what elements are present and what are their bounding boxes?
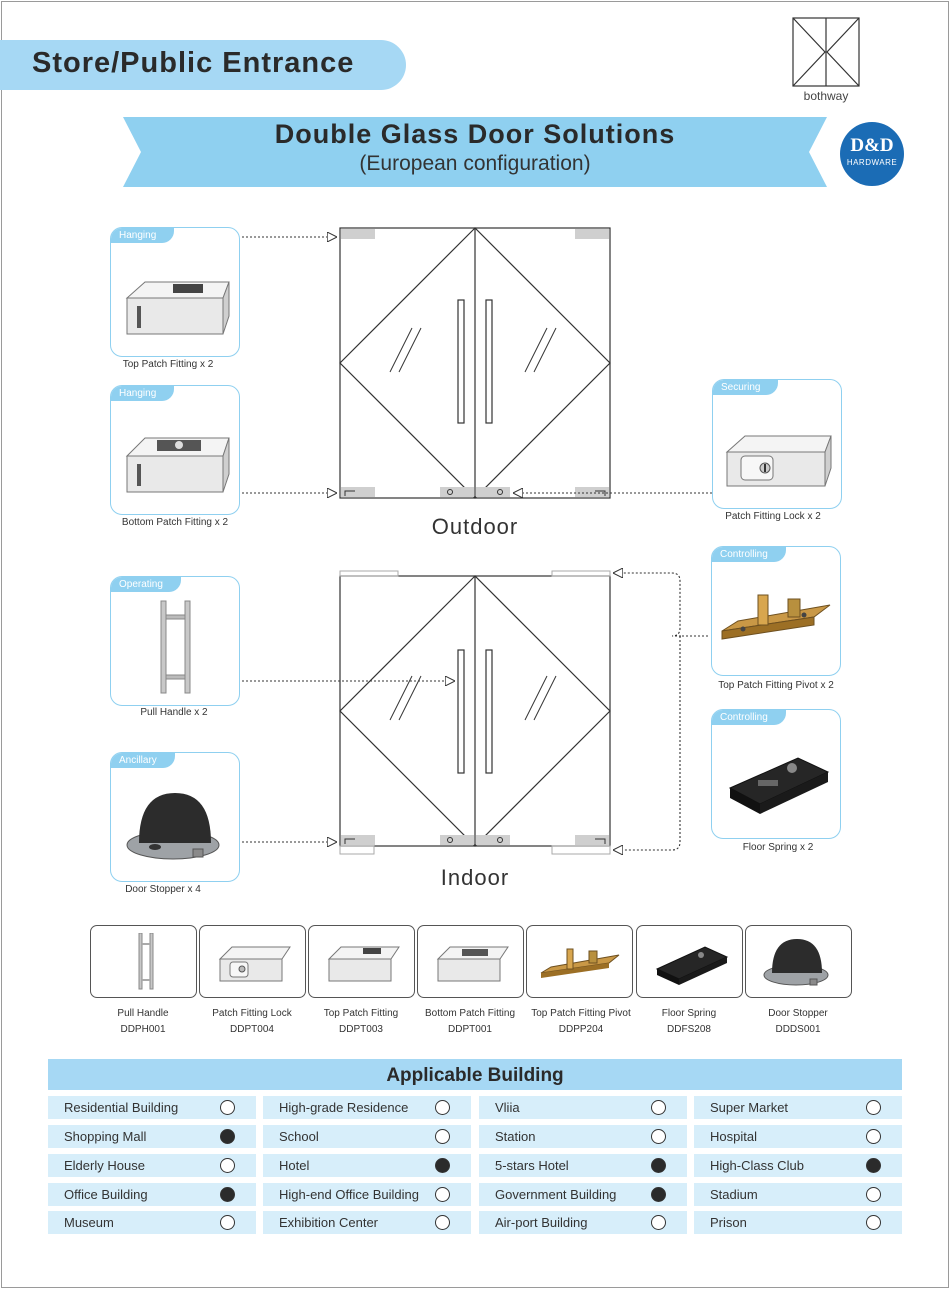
building-name: Shopping Mall bbox=[64, 1129, 147, 1144]
building-cell bbox=[263, 1183, 471, 1206]
callout-card-bottom-patch-fitting bbox=[110, 385, 240, 515]
product-name: Door Stopper bbox=[768, 1008, 828, 1019]
top-patch-fitting-icon bbox=[319, 933, 404, 991]
empty-circle-icon bbox=[866, 1187, 881, 1202]
building-name: Hospital bbox=[710, 1129, 757, 1144]
product-name: Floor Spring bbox=[661, 1008, 717, 1019]
product-name: Top Patch Fitting Pivot bbox=[531, 1008, 631, 1019]
product-name: Patch Fitting Lock bbox=[212, 1008, 292, 1019]
product-name: Bottom Patch Fitting bbox=[424, 1008, 516, 1019]
top-patch-fitting-pivot-icon bbox=[537, 933, 622, 991]
building-cell bbox=[479, 1125, 687, 1148]
building-cell bbox=[479, 1096, 687, 1119]
building-cell bbox=[694, 1154, 902, 1177]
outdoor-door bbox=[340, 228, 610, 498]
building-name: High-grade Residence bbox=[279, 1100, 409, 1115]
callout-card-pull-handle bbox=[110, 576, 240, 706]
sub-title: (European configuration) bbox=[359, 152, 591, 175]
indoor-label: Indoor bbox=[440, 865, 510, 890]
callout-card-patch-fitting-lock bbox=[712, 379, 842, 509]
filled-circle-icon bbox=[435, 1158, 450, 1173]
patch-fitting-lock-icon bbox=[719, 398, 835, 502]
building-name: Office Building bbox=[64, 1187, 148, 1202]
empty-circle-icon bbox=[651, 1215, 666, 1230]
callout-card-top-patch-fitting-pivot bbox=[711, 546, 841, 676]
product-code: DDPT003 bbox=[339, 1024, 383, 1035]
filled-circle-icon bbox=[866, 1158, 881, 1173]
building-cell bbox=[694, 1125, 902, 1148]
empty-circle-icon bbox=[220, 1100, 235, 1115]
door-stopper-icon bbox=[117, 771, 233, 875]
building-name: School bbox=[279, 1129, 319, 1144]
product-thumb-floor-spring bbox=[636, 925, 743, 998]
indoor-door bbox=[340, 576, 610, 846]
filled-circle-icon bbox=[651, 1187, 666, 1202]
empty-circle-icon bbox=[651, 1129, 666, 1144]
empty-circle-icon bbox=[435, 1129, 450, 1144]
building-name: Stadium bbox=[710, 1187, 758, 1202]
logo-subtext: HARDWARE bbox=[846, 158, 898, 167]
door-stopper-icon bbox=[756, 933, 841, 991]
callout-caption: Top Patch Fitting x 2 bbox=[122, 359, 214, 370]
callout-caption: Patch Fitting Lock x 2 bbox=[725, 511, 821, 522]
callout-tag: Securing bbox=[713, 380, 778, 395]
logo-text: D&D bbox=[850, 135, 894, 156]
empty-circle-icon bbox=[220, 1215, 235, 1230]
building-cell bbox=[48, 1183, 256, 1206]
applicable-building-title: Applicable Building bbox=[48, 1059, 902, 1090]
filled-circle-icon bbox=[220, 1187, 235, 1202]
callout-card-floor-spring bbox=[711, 709, 841, 839]
building-cell bbox=[48, 1125, 256, 1148]
building-name: Super Market bbox=[710, 1100, 789, 1115]
callout-tag: Hanging bbox=[111, 386, 174, 401]
empty-circle-icon bbox=[220, 1158, 235, 1173]
building-name: Vliia bbox=[495, 1100, 520, 1115]
callout-card-top-patch-fitting bbox=[110, 227, 240, 357]
pull-handle-icon bbox=[101, 933, 186, 991]
callout-caption: Top Patch Fitting Pivot x 2 bbox=[718, 680, 834, 691]
building-name: Elderly House bbox=[64, 1158, 145, 1173]
product-name: Top Patch Fitting bbox=[323, 1008, 399, 1019]
building-cell bbox=[694, 1211, 902, 1234]
callout-caption: Door Stopper x 4 bbox=[125, 884, 201, 895]
building-cell bbox=[479, 1183, 687, 1206]
top-patch-fitting-pivot-icon bbox=[718, 565, 834, 669]
product-code: DDPP204 bbox=[558, 1024, 604, 1035]
product-code: DDPT004 bbox=[230, 1024, 274, 1035]
top-patch-fitting-icon bbox=[117, 246, 233, 350]
product-thumb-bottom-patch-fitting bbox=[417, 925, 524, 998]
building-cell bbox=[263, 1154, 471, 1177]
callout-tag: Controlling bbox=[712, 710, 786, 725]
building-cell bbox=[694, 1183, 902, 1206]
section-title: Store/Public Entrance bbox=[32, 47, 355, 79]
product-code: DDDS001 bbox=[775, 1024, 821, 1035]
empty-circle-icon bbox=[866, 1100, 881, 1115]
main-title: Double Glass Door Solutions bbox=[274, 119, 676, 149]
callout-caption: Pull Handle x 2 bbox=[140, 707, 208, 718]
building-name: Hotel bbox=[279, 1158, 310, 1173]
callout-tag: Controlling bbox=[712, 547, 786, 562]
building-name: Government Building bbox=[495, 1187, 617, 1202]
product-name: Pull Handle bbox=[117, 1008, 169, 1019]
building-cell bbox=[263, 1096, 471, 1119]
building-cell bbox=[263, 1125, 471, 1148]
empty-circle-icon bbox=[866, 1129, 881, 1144]
callout-tag: Operating bbox=[111, 577, 181, 592]
product-code: DDFS208 bbox=[667, 1024, 711, 1035]
outdoor-label: Outdoor bbox=[431, 514, 519, 539]
product-thumb-patch-fitting-lock bbox=[199, 925, 306, 998]
building-name: Air-port Building bbox=[495, 1215, 588, 1230]
product-code: DDPT001 bbox=[448, 1024, 492, 1035]
product-thumb-door-stopper bbox=[745, 925, 852, 998]
filled-circle-icon bbox=[651, 1158, 666, 1173]
building-cell bbox=[479, 1211, 687, 1234]
patch-fitting-lock-icon bbox=[210, 933, 295, 991]
building-name: 5-stars Hotel bbox=[495, 1158, 569, 1173]
callout-caption: Floor Spring x 2 bbox=[742, 842, 814, 853]
connector-arrows bbox=[242, 237, 712, 850]
building-cell bbox=[48, 1211, 256, 1234]
building-name: High-Class Club bbox=[710, 1158, 804, 1173]
callout-tag: Hanging bbox=[111, 228, 174, 243]
empty-circle-icon bbox=[866, 1215, 881, 1230]
building-name: Exhibition Center bbox=[279, 1215, 378, 1230]
empty-circle-icon bbox=[651, 1100, 666, 1115]
building-name: High-end Office Building bbox=[279, 1187, 419, 1202]
building-cell bbox=[263, 1211, 471, 1234]
building-name: Prison bbox=[710, 1215, 747, 1230]
building-name: Station bbox=[495, 1129, 536, 1144]
callout-tag: Ancillary bbox=[111, 753, 175, 768]
product-thumb-top-patch-fitting bbox=[308, 925, 415, 998]
bottom-patch-fitting-icon bbox=[428, 933, 513, 991]
product-thumb-top-patch-fitting-pivot bbox=[526, 925, 633, 998]
building-name: Residential Building bbox=[64, 1100, 179, 1115]
building-cell bbox=[48, 1096, 256, 1119]
bottom-patch-fitting-icon bbox=[117, 404, 233, 508]
empty-circle-icon bbox=[435, 1100, 450, 1115]
building-cell bbox=[694, 1096, 902, 1119]
floor-spring-icon bbox=[718, 728, 834, 832]
callout-card-door-stopper bbox=[110, 752, 240, 882]
legend-label: bothway bbox=[803, 89, 849, 103]
empty-circle-icon bbox=[435, 1215, 450, 1230]
building-name: Museum bbox=[64, 1215, 114, 1230]
callout-caption: Bottom Patch Fitting x 2 bbox=[121, 517, 229, 528]
product-thumb-pull-handle bbox=[90, 925, 197, 998]
building-cell bbox=[48, 1154, 256, 1177]
pull-handle-icon bbox=[117, 595, 233, 699]
building-cell bbox=[479, 1154, 687, 1177]
filled-circle-icon bbox=[220, 1129, 235, 1144]
floor-spring-icon bbox=[647, 933, 732, 991]
empty-circle-icon bbox=[435, 1187, 450, 1202]
product-code: DDPH001 bbox=[120, 1024, 166, 1035]
